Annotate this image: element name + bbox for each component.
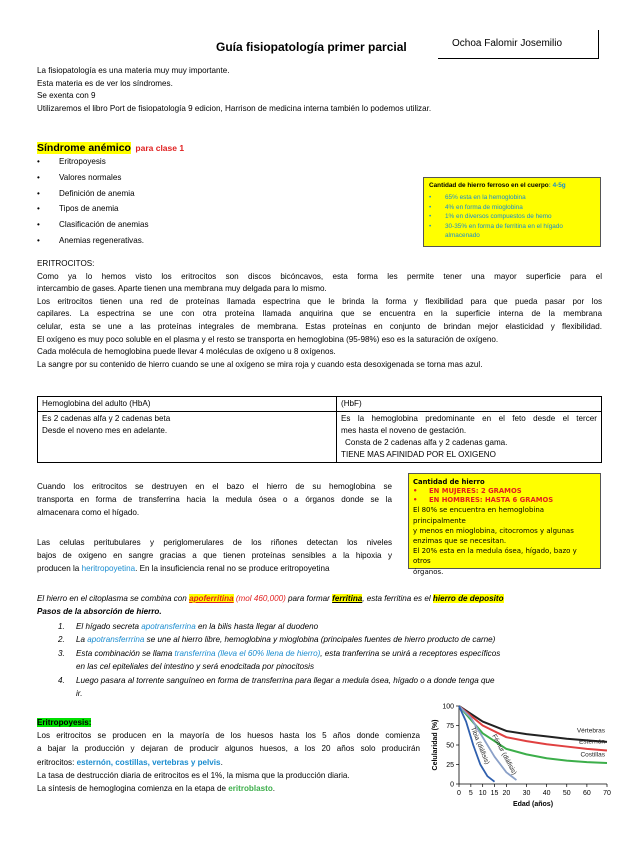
step-line bbox=[58, 647, 500, 660]
box-line: El 80% se encuentra en hemoglobina principalmente bbox=[413, 506, 545, 525]
text-span: producen la bbox=[37, 564, 82, 573]
x-tick-label: 0 bbox=[457, 790, 461, 797]
intro-line: La fisiopatología es una materia muy muy importante. bbox=[37, 66, 230, 75]
iron-box-title: Cantidad de hierro ferroso en el cuerpo bbox=[429, 182, 549, 189]
list-item: • Eritropoyesis bbox=[37, 154, 149, 170]
list-item: • 65% esta en la hemoglobina bbox=[429, 193, 595, 202]
ferritin-line bbox=[37, 592, 504, 605]
box-line: órganos. bbox=[413, 567, 444, 576]
step-line bbox=[58, 674, 500, 687]
iron-box-title-row bbox=[429, 181, 595, 190]
text-span: . bbox=[272, 784, 276, 794]
cell-line: Consta de 2 cadenas alfa y 2 cadenas gama. bbox=[345, 438, 508, 447]
iron-body-box bbox=[423, 177, 601, 247]
hemoglobin-table bbox=[37, 396, 602, 463]
x-tick-label: 50 bbox=[562, 790, 571, 797]
text-span: (lleva el 60% llena de hierro) bbox=[215, 648, 321, 658]
cell-line: TIENE MAS AFINIDAD POR EL OXIGENO bbox=[341, 450, 496, 459]
list-item: • 1% en diversos compuestos de hemo bbox=[429, 212, 595, 221]
table-row bbox=[38, 397, 602, 412]
paragraph-line: almacenara como el hígado. bbox=[37, 508, 140, 517]
paragraph-line: Las celulas peritubulares y periglomerulares de los riñones detectan los niveles bbox=[37, 538, 392, 547]
table-cell bbox=[337, 412, 602, 463]
series-label: Fémur (diáfisis) bbox=[490, 733, 518, 777]
text-span: , esta tranferrina se unirá a receptores específicos bbox=[320, 648, 501, 658]
table-cell bbox=[38, 412, 337, 463]
cell-line: mes hasta el noveno de gestación. bbox=[341, 426, 467, 435]
x-tick-label: 10 bbox=[478, 790, 487, 797]
y-axis-label: Celularidad (%) bbox=[432, 719, 439, 771]
text-span: ir. bbox=[76, 689, 83, 699]
table-header-cell: (HbF) bbox=[337, 397, 602, 412]
page-title: Guía fisiopatología primer parcial bbox=[216, 40, 407, 54]
paragraph-line: Cuando los eritrocitos se destruyen en el bazo el hierro de su hemoglobina se bbox=[37, 482, 392, 491]
iron-box2-title: Cantidad de hierro bbox=[413, 478, 485, 486]
cell-line: Es la hemoglobina predominante en el feto desde el tercer bbox=[341, 414, 597, 423]
list-item: • EN MUJERES: 2 GRAMOS bbox=[413, 487, 596, 496]
text-span: en las cel epiteliales del intestino y será enodcitada por pinocitosis bbox=[76, 662, 315, 672]
iron-box-title-value: : 4-5g bbox=[548, 182, 566, 189]
paragraph-line bbox=[37, 782, 420, 795]
text-span: en la bilis hasta llegar al duodeno bbox=[195, 622, 319, 631]
sindrome-tag: para clase 1 bbox=[135, 143, 185, 153]
ferritina-term: ferritina bbox=[332, 594, 363, 603]
paragraph-line: Cada molécula de hemoglobina puede llevar 4 moléculas de oxígeno u 8 oxígenos. bbox=[37, 347, 336, 357]
x-tick-label: 20 bbox=[502, 790, 511, 797]
paragraph-line: bajos de oxigeno en sangre gracias a que tienen proteínas sensibles a la hipoxia y bbox=[37, 551, 392, 560]
list-item: • Anemias regenerativas. bbox=[37, 233, 149, 249]
step-line bbox=[58, 687, 500, 700]
author-name: Ochoa Falomir Josemilio bbox=[452, 38, 563, 49]
iron-box-list bbox=[429, 193, 595, 240]
eritropoyesis-heading-row bbox=[37, 716, 420, 729]
paragraph-line: intercambio de gases. Aparte tienen una membrana muy delgada para lo mismo. bbox=[37, 284, 327, 294]
table-header-cell: Hemoglobina del adulto (HbA) bbox=[38, 397, 337, 412]
intro-line: Se exenta con 9 bbox=[37, 91, 96, 101]
step-item bbox=[58, 633, 500, 646]
step-number: 2. bbox=[58, 635, 65, 645]
step-number: 1. bbox=[58, 622, 65, 631]
y-tick-label: 0 bbox=[450, 781, 454, 789]
box-line: El 20% esta en la medula ósea, hígado, bazo y otros bbox=[413, 547, 577, 566]
paragraph-line: celular, esta se une a las proteínas integrales de membrana. Estas proteínas en conjunto de brindan mejor elasticidad y flexibilidad. bbox=[37, 321, 602, 331]
list-item: • 30-35% en forma de ferritina en el hígado almacenado bbox=[429, 222, 595, 241]
paragraph-line: La sangre por su contenido de hierro cuando se une al oxígeno se mira roja y cuando esta desoxigenada se torna mas azul. bbox=[37, 359, 483, 369]
sindrome-heading: Síndrome anémico bbox=[37, 142, 131, 154]
iron-amount-box bbox=[408, 473, 601, 576]
absorcion-section bbox=[37, 592, 504, 618]
intro-block bbox=[37, 65, 431, 115]
series-label: Costillas bbox=[580, 751, 605, 759]
y-tick-label: 50 bbox=[446, 742, 454, 750]
step-number: 3. bbox=[58, 648, 65, 658]
x-tick-label: 15 bbox=[490, 790, 499, 797]
list-item: • EN HOMBRES: HASTA 6 GRAMOS bbox=[413, 496, 596, 505]
list-item: • Tipos de anemia bbox=[37, 201, 149, 217]
eritrocitos-section bbox=[37, 258, 602, 371]
eritropoyesis-section bbox=[37, 716, 420, 795]
text-span: (principales fuentes de hierro producto de carne) bbox=[320, 635, 496, 645]
step-item bbox=[58, 674, 500, 701]
x-tick-label: 5 bbox=[468, 790, 473, 797]
text-span: El hierro en el citoplasma se combina con bbox=[37, 594, 190, 603]
text-span: , esta ferritina es el bbox=[362, 594, 433, 603]
iron-box2-text bbox=[413, 505, 596, 576]
paragraph-line: capilares. La espectrina se une con otra proteína llamada anquirina que se encuentra en la superficie interna de la membrana bbox=[37, 309, 602, 319]
series-label: Tibia (diáfisis) bbox=[468, 725, 491, 766]
x-tick-label: 60 bbox=[582, 790, 591, 797]
x-axis-label: Edad (años) bbox=[512, 801, 554, 808]
hierro-deposito-term: hierro de deposito bbox=[432, 594, 504, 603]
text-span: La síntesis de hemoglogina comienza en la etapa de bbox=[37, 784, 229, 794]
x-tick-label: 30 bbox=[522, 790, 531, 797]
cell-line: Es 2 cadenas alfa y 2 cadenas beta bbox=[42, 414, 171, 423]
apotransferrina-term: apotransferrina bbox=[141, 622, 196, 631]
step-line bbox=[58, 660, 500, 673]
text-span: para formar bbox=[285, 594, 333, 603]
text-span: . bbox=[220, 757, 223, 767]
paragraph-line: La tasa de destrucción diaria de eritrocitos es el 1%, la misma que la producción diaria. bbox=[37, 770, 350, 780]
transferrina-term: transferrina bbox=[174, 648, 216, 658]
step-line bbox=[58, 633, 500, 646]
list-item: • 4% en forma de mioglobina bbox=[429, 203, 595, 212]
paragraph-line bbox=[37, 562, 392, 575]
step-line bbox=[58, 620, 500, 633]
table-row bbox=[38, 412, 602, 463]
x-tick-label: 40 bbox=[542, 790, 551, 797]
step-item bbox=[58, 620, 500, 633]
sindrome-list bbox=[37, 154, 149, 249]
paragraph-line: El oxígeno es muy poco soluble en el plasma y el resto se transporta en hemoglobina (95-98%) eso es la saturación de oxígeno. bbox=[37, 334, 499, 344]
paragraph-line: a bajar la producción y dejaran de producir algunos huesos, a los 20 años solo producirán bbox=[37, 744, 420, 754]
paragraph-line: Como ya lo hemos visto los eritrocitos son discos bicóncavos, esta forma les permite tener una mayor superficie para el bbox=[37, 271, 602, 281]
intro-line: Utilizaremos el libro Port de fisiopatología 9 edicion, Harrison de medicina interna también lo podemos utilizar. bbox=[37, 103, 432, 113]
text-span: eritrocitos: bbox=[37, 757, 77, 767]
author-box bbox=[438, 30, 599, 59]
step-number: 4. bbox=[58, 675, 65, 685]
eritrocitos-heading: ERITROCITOS: bbox=[37, 259, 95, 268]
y-tick-label: 100 bbox=[442, 703, 454, 711]
text-span: (mol 460,000) bbox=[233, 594, 286, 603]
x-tick-label: 70 bbox=[603, 790, 611, 797]
text-span: Esta combinación se llama bbox=[76, 648, 175, 658]
text-span: . En la insuficiencia renal no se produce eritropoyetina bbox=[135, 564, 330, 573]
paragraph-line: Los eritrocitos se producen en la mayoría de los huesos hasta los 5 años donde comienza bbox=[37, 731, 420, 741]
cell-line: Desde el noveno mes en adelante. bbox=[42, 426, 168, 435]
absorcion-steps-heading: Pasos de la absorción de hierro. bbox=[37, 607, 162, 616]
box-line: enzimas que se necesitan. bbox=[413, 536, 507, 545]
list-item: • Clasificación de anemias bbox=[37, 217, 149, 233]
text-span: se une al hierro libre, hemoglobina y mioglobina bbox=[144, 635, 321, 645]
bones-term: esternón, costillas, vertebras y pelvis bbox=[76, 757, 221, 767]
cellularity-chart bbox=[425, 700, 613, 810]
apotransferrina-term: apotransferrrina bbox=[87, 635, 145, 645]
y-tick-label: 25 bbox=[446, 762, 454, 769]
paragraph-line bbox=[37, 756, 420, 769]
bazo-paragraph bbox=[37, 480, 392, 519]
iron-box2-list bbox=[413, 487, 596, 505]
apoferritina-term: apoferritina bbox=[189, 594, 234, 603]
paragraph-line: Los eritrocitos tienen una red de proteínas llamada espectrina que le brinda la forma y flexibilidad para que pueda pasar por los bbox=[37, 296, 602, 306]
paragraph-line: transporta en forma de transferrina hacia la medula ósea o a órganos donde se la bbox=[37, 495, 392, 504]
heritropoyetina-term: heritropoyetina bbox=[81, 564, 136, 573]
eritropoyesis-heading: Eritropoyesis: bbox=[37, 718, 92, 727]
list-item: • Definición de anemia bbox=[37, 186, 149, 202]
intro-line: Esta materia es de ver los síndromes. bbox=[37, 78, 173, 88]
renal-paragraph bbox=[37, 536, 392, 575]
text-span: Luego pasara al torrente sanguíneo en forma de transferrina para llegar a medula ósea, hígado o a donde tenga que bbox=[76, 675, 495, 685]
text-span: El hígado secreta bbox=[76, 622, 142, 631]
absorcion-steps bbox=[58, 620, 500, 700]
box-line: y menos en mioglobina, citocromos y algunas bbox=[413, 526, 574, 535]
eritroblasto-term: eritroblasto bbox=[228, 784, 273, 794]
list-item: • Valores normales bbox=[37, 170, 149, 186]
step-item bbox=[58, 647, 500, 674]
series-label: Vértebras bbox=[576, 727, 605, 735]
y-tick-label: 75 bbox=[446, 723, 454, 730]
text-span: La bbox=[76, 635, 88, 645]
series-label: Esternón bbox=[578, 738, 605, 746]
